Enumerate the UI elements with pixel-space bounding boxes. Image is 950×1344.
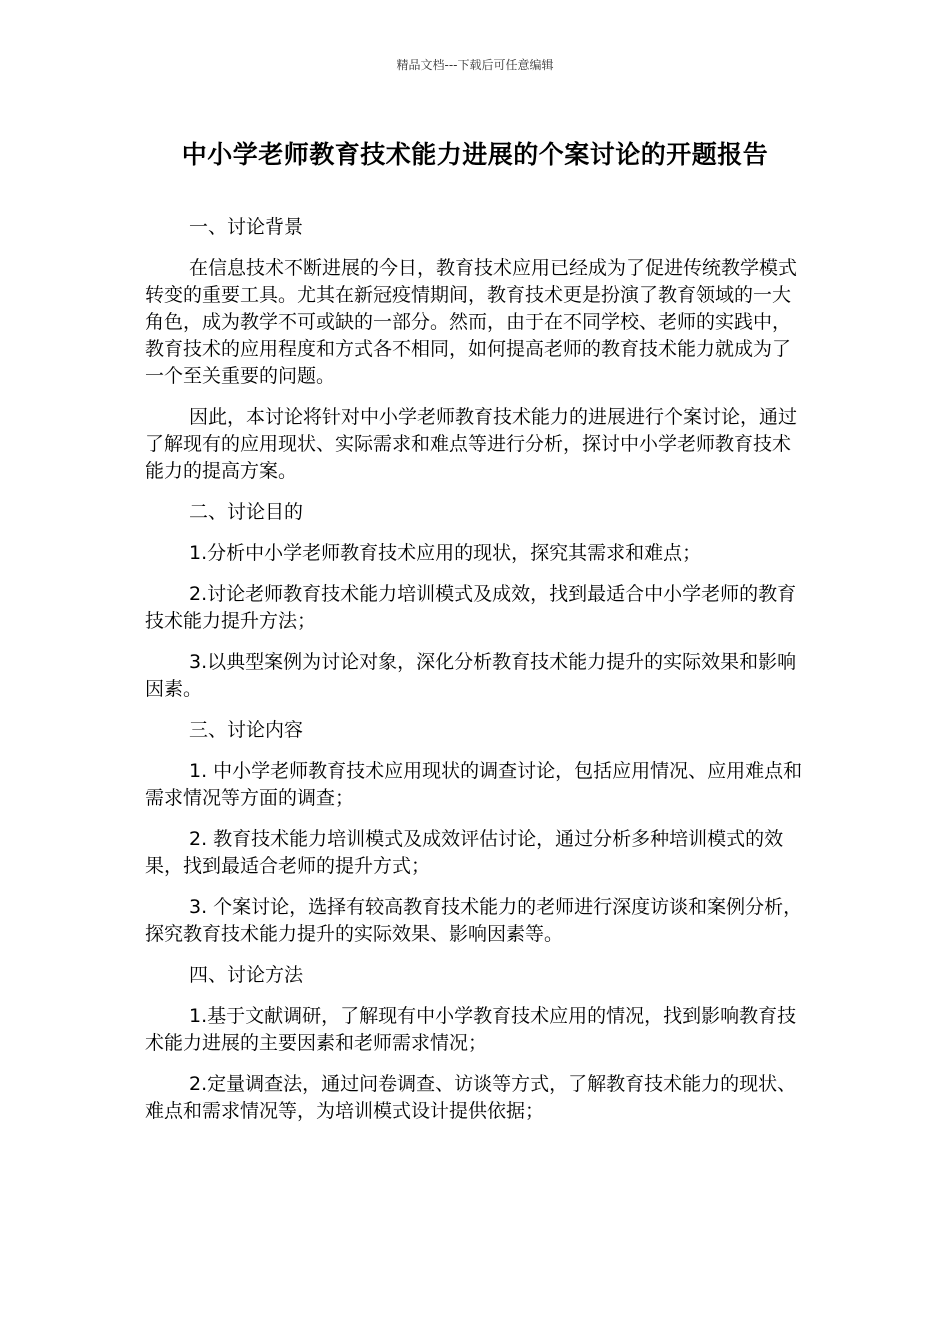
header-note: 精品文档---下载后可任意编辑	[396, 58, 554, 72]
list-item: 1.基于文献调研，了解现有中小学教育技术应用的情况，找到影响教育技术能力进展的主要因素和老师需求情况；	[145, 1005, 797, 1054]
document-title: 中小学老师教育技术能力进展的个案讨论的开题报告	[181, 140, 769, 169]
section-heading-purpose: 二、讨论目的	[189, 501, 304, 523]
list-item: 2.讨论老师教育技术能力培训模式及成效，找到最适合中小学老师的教育技术能力提升方法；	[145, 583, 797, 632]
section-heading-content: 三、讨论内容	[189, 719, 304, 741]
list-item: 1.分析中小学老师教育技术应用的现状，探究其需求和难点；	[189, 542, 702, 564]
paragraph: 在信息技术不断进展的今日，教育技术应用已经成为了促进传统教学模式转变的重要工具。尤其在新冠疫情期间，教育技术更是扮演了教育领域的一大角色，成为教学不可或缺的一部分。然而，由于在不同学校、老师的实践中，教育技术的应用程度和方式各不相同，如何提高老师的教育技术能力就成为了一个至关重要的问题。	[145, 257, 798, 387]
list-item: 1. 中小学老师教育技术应用现状的调查讨论，包括应用情况、应用难点和需求情况等方面的调查；	[145, 760, 803, 809]
list-item: 3. 个案讨论，选择有较高教育技术能力的老师进行深度访谈和案例分析，探究教育技术能力提升的实际效果、影响因素等。	[145, 896, 803, 945]
paragraph: 因此，本讨论将针对中小学老师教育技术能力的进展进行个案讨论，通过了解现有的应用现状、实际需求和难点等进行分析，探讨中小学老师教育技术能力的提高方案。	[145, 406, 798, 482]
list-item: 2.定量调查法，通过问卷调查、访谈等方式，了解教育技术能力的现状、难点和需求情况等，为培训模式设计提供依据；	[145, 1073, 797, 1122]
document-body	[145, 214, 805, 1139]
list-item: 2. 教育技术能力培训模式及成效评估讨论，通过分析多种培训模式的效果，找到最适合老师的提升方式；	[145, 828, 784, 877]
list-item: 3.以典型案例为讨论对象，深化分析教育技术能力提升的实际效果和影响因素。	[145, 651, 797, 700]
section-heading-background: 一、讨论背景	[189, 216, 304, 238]
section-heading-method: 四、讨论方法	[189, 964, 304, 986]
